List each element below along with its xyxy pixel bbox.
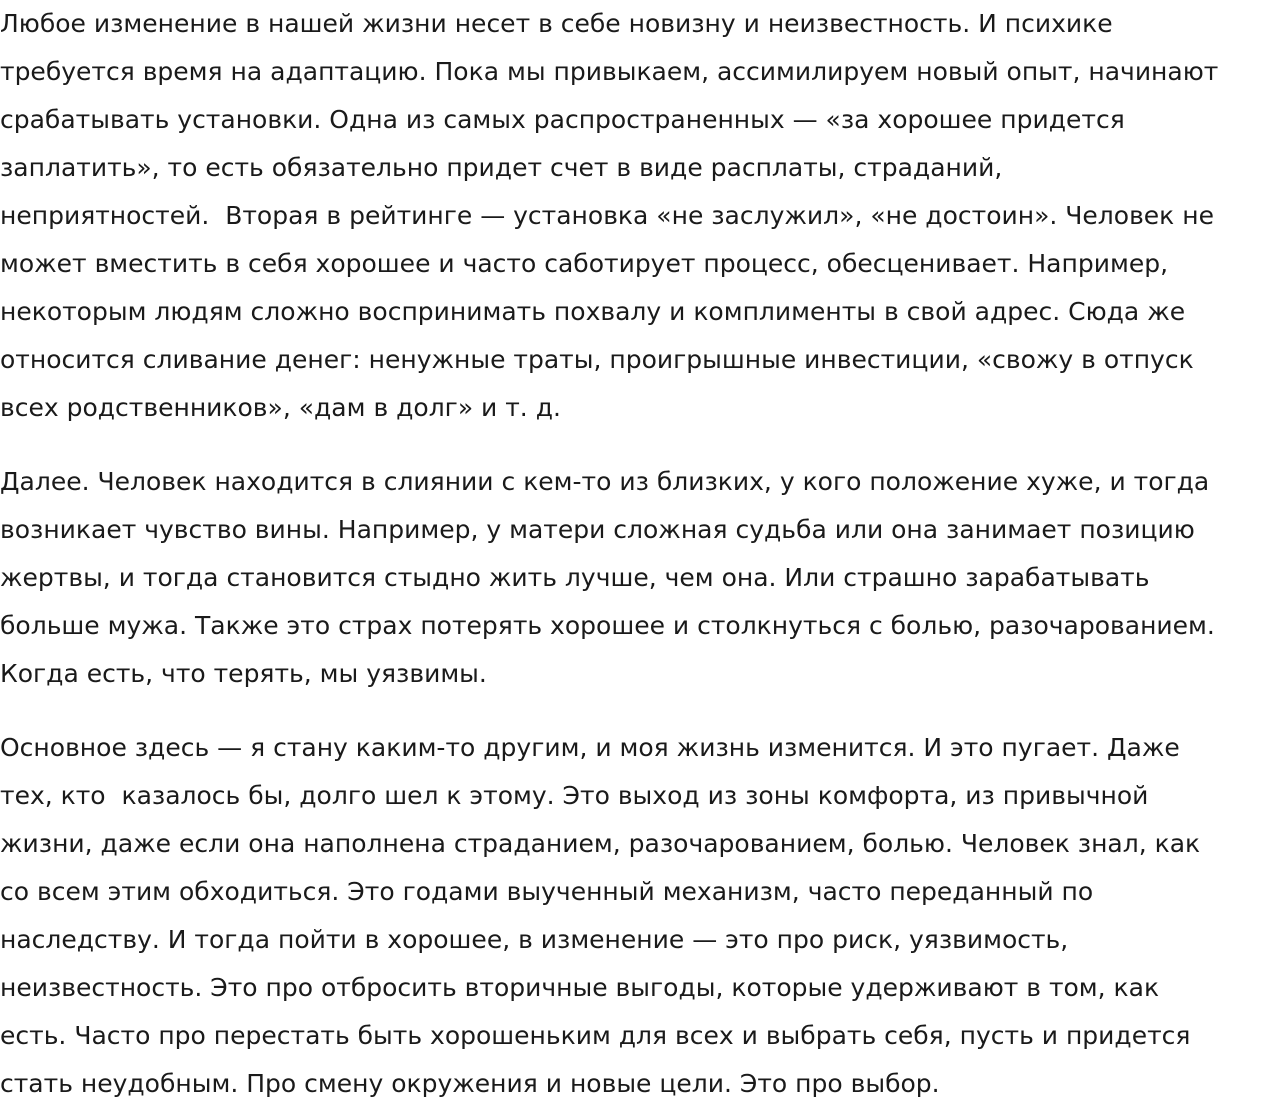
- text-line: со всем этим обходиться. Это годами выученный механизм, часто переданный по: [0, 877, 1094, 906]
- text-line: тех, кто казалось бы, долго шел к этому. Это выход из зоны комфорта, из привычной: [0, 781, 1149, 810]
- text-line: Основное здесь — я стану каким-то другим, и моя жизнь изменится. И это пугает. Даже: [0, 733, 1180, 762]
- text-line: неприятностей. Вторая в рейтинге — установка «не заслужил», «не достоин». Человек не: [0, 201, 1214, 230]
- text-line: стать неудобным. Про смену окружения и новые цели. Это про выбор.: [0, 1069, 940, 1098]
- text-line: неизвестность. Это про отбросить вторичные выгоды, которые удерживают в том, как: [0, 973, 1160, 1002]
- text-line: Когда есть, что терять, мы уязвимы.: [0, 659, 487, 688]
- text-line: относится сливание денег: ненужные траты, проигрышные инвестиции, «свожу в отпуск: [0, 345, 1194, 374]
- text-line: всех родственников», «дам в долг» и т. д.: [0, 393, 561, 422]
- text-line: может вместить в себя хорошее и часто саботирует процесс, обесценивает. Например,: [0, 249, 1169, 278]
- text-line: некоторым людям сложно воспринимать похвалу и комплименты в свой адрес. Сюда же: [0, 297, 1186, 326]
- text-line: заплатить», то есть обязательно придет счет в виде расплаты, страданий,: [0, 153, 1003, 182]
- text-line: наследству. И тогда пойти в хорошее, в изменение — это про риск, уязвимость,: [0, 925, 1069, 954]
- text-line: жертвы, и тогда становится стыдно жить лучше, чем она. Или страшно зарабатывать: [0, 563, 1150, 592]
- paragraph-1: [0, 0, 1270, 432]
- text-line: Далее. Человек находится в слиянии с кем-то из близких, у кого положение хуже, и тогда: [0, 467, 1210, 496]
- text-line: Любое изменение в нашей жизни несет в себе новизну и неизвестность. И психике: [0, 9, 1113, 38]
- text-line: больше мужа. Также это страх потерять хорошее и столкнуться с болью, разочарованием.: [0, 611, 1215, 640]
- text-line: срабатывать установки. Одна из самых распространенных — «за хорошее придется: [0, 105, 1125, 134]
- paragraph-2: [0, 458, 1270, 698]
- text-line: требуется время на адаптацию. Пока мы привыкаем, ассимилируем новый опыт, начинают: [0, 57, 1219, 86]
- text-line: жизни, даже если она наполнена страданием, разочарованием, болью. Человек знал, как: [0, 829, 1201, 858]
- text-line: возникает чувство вины. Например, у матери сложная судьба или она занимает позицию: [0, 515, 1195, 544]
- paragraph-3: [0, 724, 1270, 1108]
- text-line: есть. Часто про перестать быть хорошеньким для всех и выбрать себя, пусть и придется: [0, 1021, 1191, 1050]
